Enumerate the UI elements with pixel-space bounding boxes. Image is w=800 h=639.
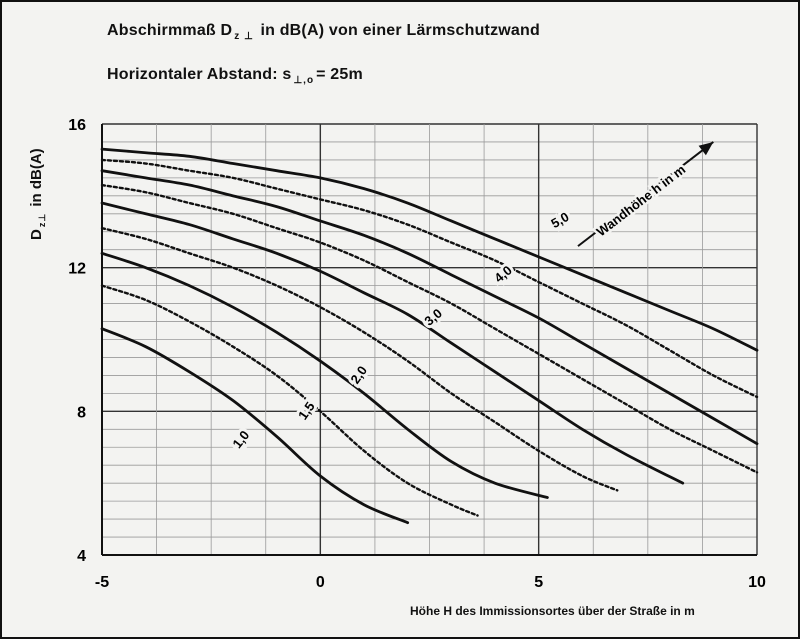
curve-labels bbox=[229, 209, 571, 451]
y-tick-label: 8 bbox=[77, 404, 86, 422]
curve-label: 1,0 bbox=[229, 427, 253, 452]
arrow-head-icon bbox=[699, 142, 714, 155]
y-axis-label: $D_{z\perp}$ in dB(A) bbox=[28, 148, 47, 240]
series-line-h3-0 bbox=[102, 203, 683, 483]
curve-label: 3,0 bbox=[421, 305, 445, 329]
annotation bbox=[578, 142, 713, 246]
x-axis-label: Höhe H des Immissionsortes über der Straße in m bbox=[410, 604, 695, 618]
x-tick-label: 5 bbox=[534, 574, 544, 591]
chart-subtitle: Horizontaler Abstand: s $_{\perp,o}$ = 25m bbox=[107, 66, 363, 86]
y-tick-label: 12 bbox=[68, 260, 86, 278]
chart-plot bbox=[2, 2, 798, 637]
curve-label: 2,0 bbox=[347, 363, 371, 387]
x-tick-label: 10 bbox=[748, 574, 766, 591]
annotation-label: Wandhöhe h in m bbox=[593, 161, 689, 240]
series-line-h1-5 bbox=[102, 286, 478, 516]
curve-label: 4,0 bbox=[491, 262, 515, 286]
x-tick-label: 0 bbox=[315, 574, 325, 591]
x-tick-label: -5 bbox=[94, 574, 110, 591]
curve-label: 5,0 bbox=[548, 209, 572, 232]
y-tick-label: 4 bbox=[77, 548, 86, 565]
curve-label: 1,5 bbox=[295, 399, 318, 423]
y-tick-label: 16 bbox=[68, 117, 86, 134]
chart-title: Abschirmmaß D $_{z \perp}$ in dB(A) von einer Lärmschutzwand bbox=[107, 22, 540, 42]
